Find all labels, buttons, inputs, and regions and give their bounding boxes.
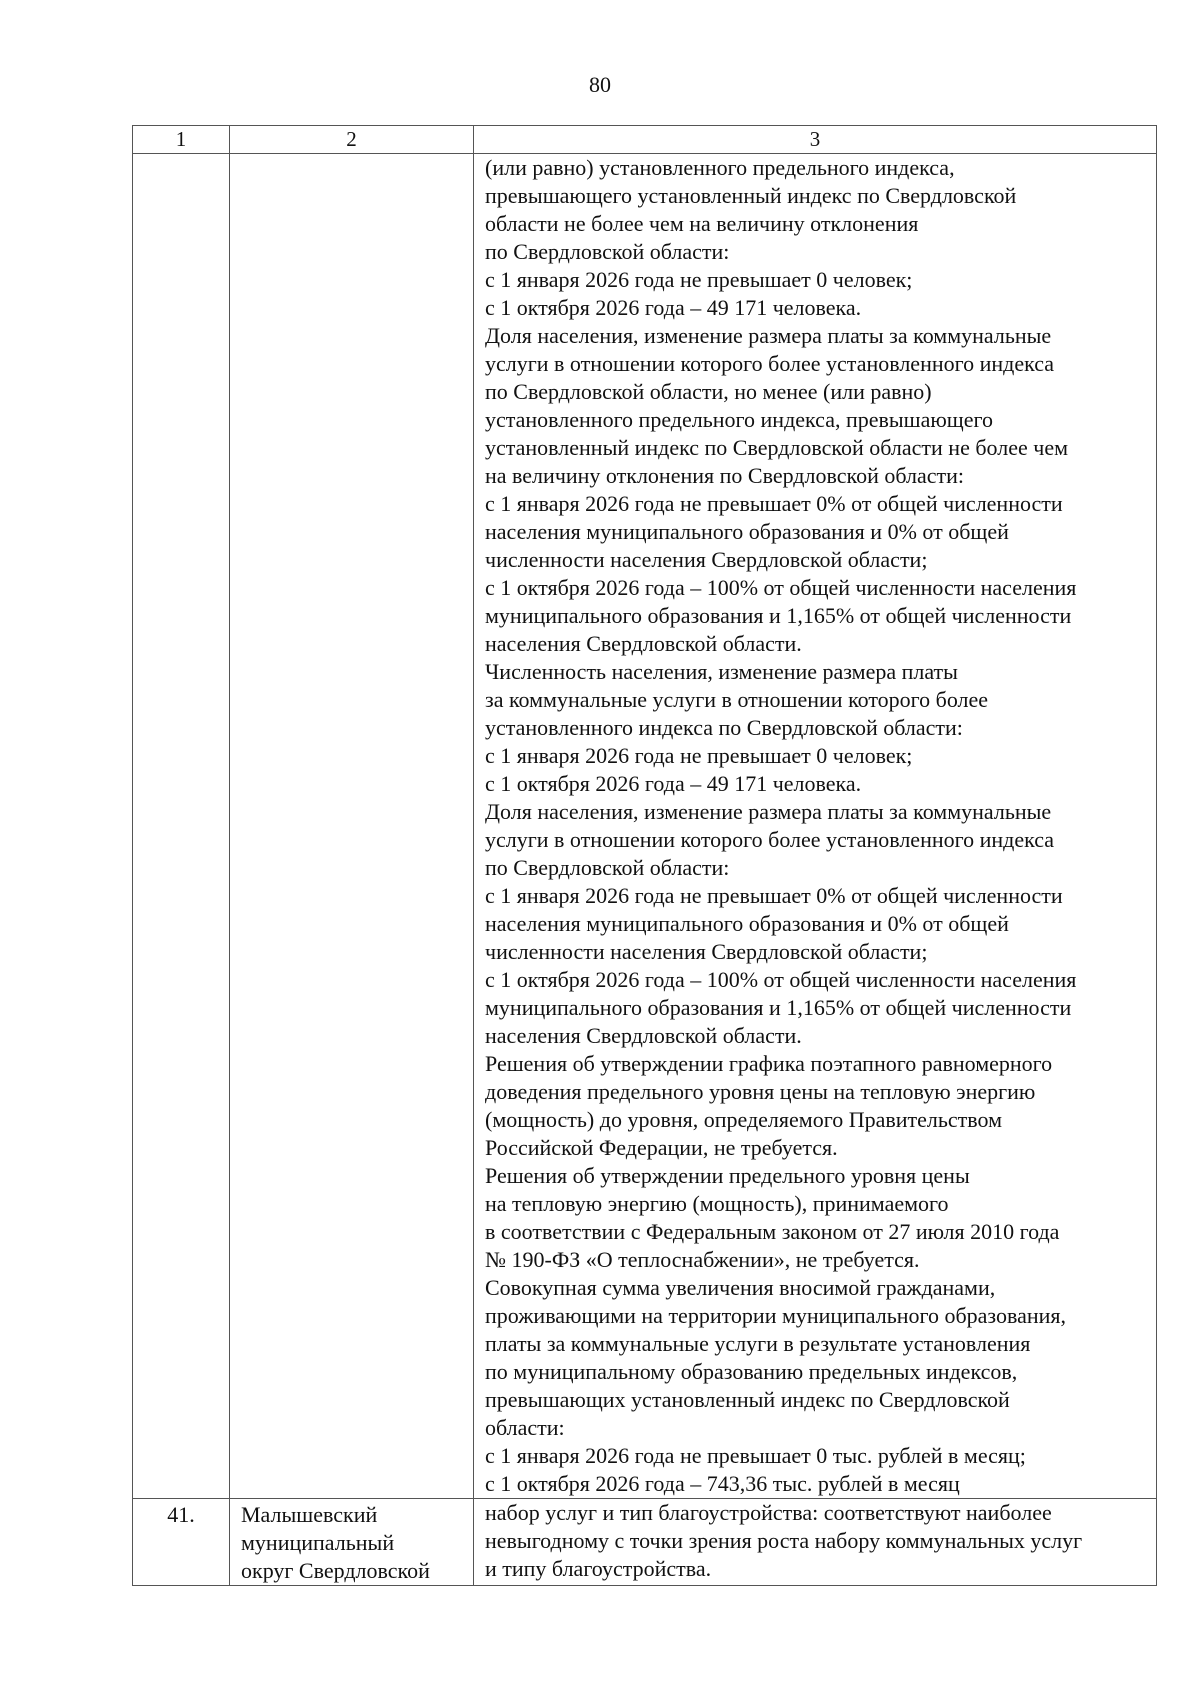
row-number: 41. — [133, 1499, 230, 1586]
text-line: населения Свердловской области. — [485, 1023, 802, 1048]
continued-cell-2 — [230, 154, 474, 1499]
page-number: 80 — [589, 72, 611, 97]
header-col-3: 3 — [474, 126, 1157, 154]
text-line: превышающего установленный индекс по Свердловской — [485, 183, 1017, 208]
continued-cell-1 — [133, 154, 230, 1499]
text-line: населения Свердловской области. — [485, 631, 802, 656]
text-line: Доля населения, изменение размера платы за коммунальные — [485, 799, 1052, 824]
text-line: невыгодному с точки зрения роста набору коммунальных услуг — [485, 1528, 1083, 1553]
text-line: населения муниципального образования и 0% от общей — [485, 519, 1009, 544]
text-line: № 190-ФЗ «О теплоснабжении», не требуется. — [485, 1247, 920, 1272]
text-line: Численность населения, изменение размера платы — [485, 659, 958, 684]
text-line: доведения предельного уровня цены на тепловую энергию — [485, 1079, 1036, 1104]
header-col-1: 1 — [133, 126, 230, 154]
text-line: платы за коммунальные услуги в результате установления — [485, 1331, 1031, 1356]
municipality-name-line: муниципальный — [241, 1530, 395, 1555]
text-line: с 1 января 2026 года не превышает 0% от общей численности — [485, 883, 1063, 908]
text-line: области: — [485, 1415, 565, 1440]
text-line: услуги в отношении которого более установленного индекса — [485, 827, 1055, 852]
text-line: по Свердловской области: — [485, 239, 730, 264]
text-line: за коммунальные услуги в отношении которого более — [485, 687, 989, 712]
municipality-name — [230, 1499, 474, 1586]
text-line: муниципального образования и 1,165% от общей численности — [485, 603, 1072, 628]
text-line: по Свердловской области: — [485, 855, 730, 880]
text-line: превышающих установленный индекс по Свердловской — [485, 1387, 1010, 1412]
municipality-name-line: округ Свердловской — [241, 1558, 430, 1583]
text-line: с 1 октября 2026 года – 49 171 человека. — [485, 771, 862, 796]
text-line: с 1 января 2026 года не превышает 0 человек; — [485, 743, 913, 768]
continued-cell-3 — [474, 154, 1157, 1499]
text-line: области не более чем на величину отклонения — [485, 211, 919, 236]
text-line: численности населения Свердловской области; — [485, 547, 928, 572]
text-line: услуги в отношении которого более установленного индекса — [485, 351, 1055, 376]
text-line: установленный индекс по Свердловской области не более чем — [485, 435, 1068, 460]
municipality-name-line: Малышевский — [241, 1502, 378, 1527]
text-line: по муниципальному образованию предельных индексов, — [485, 1359, 1018, 1384]
text-line: с 1 января 2026 года не превышает 0 человек; — [485, 267, 913, 292]
text-line: по Свердловской области, но менее (или равно) — [485, 379, 932, 404]
text-line: Решения об утверждении графика поэтапного равномерного — [485, 1051, 1053, 1076]
text-line: с 1 октября 2026 года – 100% от общей численности населения — [485, 575, 1077, 600]
text-line: на тепловую энергию (мощность), принимаемого — [485, 1191, 949, 1216]
table-header-row — [133, 126, 1157, 154]
text-line: установленного индекса по Свердловской области: — [485, 715, 963, 740]
text-line: набор услуг и тип благоустройства: соответствуют наиболее — [485, 1500, 1052, 1525]
text-line: с 1 октября 2026 года – 49 171 человека. — [485, 295, 862, 320]
text-line: Российской Федерации, не требуется. — [485, 1135, 838, 1160]
text-line: с 1 января 2026 года не превышает 0 тыс. рублей в месяц; — [485, 1443, 1026, 1468]
document-table — [132, 125, 1157, 1586]
text-line: с 1 января 2026 года не превышает 0% от общей численности — [485, 491, 1063, 516]
text-line: (мощность) до уровня, определяемого Правительством — [485, 1107, 1003, 1132]
text-line: с 1 октября 2026 года – 743,36 тыс. рублей в месяц — [485, 1471, 960, 1496]
table-row-continued — [133, 154, 1157, 1499]
text-line: на величину отклонения по Свердловской области: — [485, 463, 964, 488]
text-line: Доля населения, изменение размера платы за коммунальные — [485, 323, 1052, 348]
text-line: с 1 октября 2026 года – 100% от общей численности населения — [485, 967, 1077, 992]
text-line: в соответствии с Федеральным законом от 27 июля 2010 года — [485, 1219, 1060, 1244]
text-line: населения муниципального образования и 0% от общей — [485, 911, 1009, 936]
text-line: Совокупная сумма увеличения вносимой гражданами, — [485, 1275, 996, 1300]
text-line: численности населения Свердловской области; — [485, 939, 928, 964]
row-41-description — [474, 1499, 1157, 1586]
text-line: установленного предельного индекса, превышающего — [485, 407, 993, 432]
header-col-2: 2 — [230, 126, 474, 154]
table-row-41 — [133, 1499, 1157, 1586]
text-line: муниципального образования и 1,165% от общей численности — [485, 995, 1072, 1020]
text-line: и типу благоустройства. — [485, 1556, 712, 1581]
text-line: (или равно) установленного предельного индекса, — [485, 155, 955, 180]
text-line: Решения об утверждении предельного уровня цены — [485, 1163, 970, 1188]
text-line: проживающими на территории муниципального образования, — [485, 1303, 1067, 1328]
